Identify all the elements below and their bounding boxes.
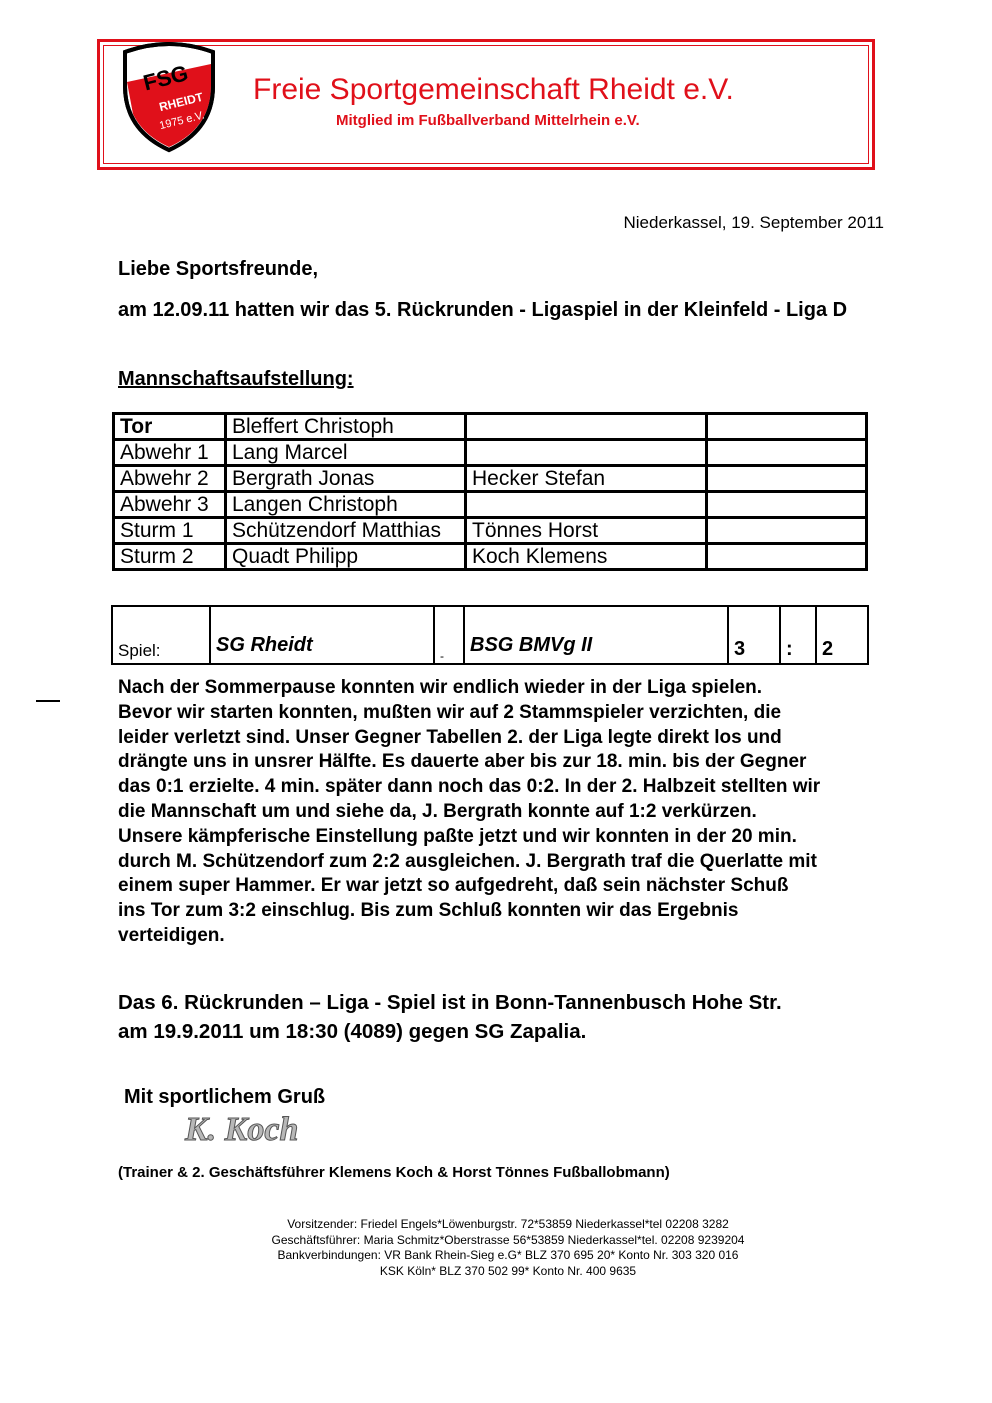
player-cell: Quadt Philipp [226,544,466,570]
signer-line: (Trainer & 2. Geschäftsführer Klemens Koch & Horst Tönnes Fußballobmann) [118,1164,670,1181]
player-cell [707,466,867,492]
position-cell: Tor [114,414,226,440]
org-subtitle: Mitglied im Fußballverband Mittelrhein e.V. [336,112,640,129]
lineup-row [114,518,867,544]
player-cell [707,492,867,518]
result-table [111,605,869,665]
footer-line: Geschäftsführer: Maria Schmitz*Oberstrasse 56*53859 Niederkassel*tel. 02208 9239204 [271,1232,745,1247]
report-line: die Mannschaft um und siehe da, J. Bergrath konnte auf 1:2 verkürzen. [118,800,757,822]
report-line: durch M. Schützendorf zum 2:2 ausgleichen. J. Bergrath traf die Querlatte mit [118,850,817,872]
position-cell: Abwehr 3 [114,492,226,518]
position-cell: Sturm 1 [114,518,226,544]
footer-line: Bankverbindungen: VR Bank Rhein-Sieg e.G* BLZ 370 695 20* Konto Nr. 303 320 016 [277,1248,739,1262]
report-line: leider verletzt sind. Unser Gegner Tabellen 2. der Liga legte direkt los und [118,726,782,748]
player-cell [466,414,707,440]
report-line: ins Tor zum 3:2 einschlug. Bis zum Schluß konnten wir das Ergebnis [118,900,739,922]
player-cell [707,440,867,466]
footer [0,1217,992,1279]
next-game-line: am 19.9.2011 um 18:30 (4089) gegen SG Zapalia. [118,1020,587,1043]
player-cell [466,492,707,518]
player-cell: Bleffert Christoph [226,414,466,440]
report-line: drängte uns in unsrer Hälfte. Es dauerte aber bis zur 18. min. bis der Gegner [118,751,807,773]
logo-text-mid: RHEIDT [157,89,205,115]
player-cell: Hecker Stefan [466,466,707,492]
footer-line: KSK Köln* BLZ 370 502 99* Konto Nr. 400 9635 [379,1263,637,1278]
score-separator: : [780,606,816,664]
player-cell [707,414,867,440]
player-cell [466,440,707,466]
player-cell: Koch Klemens [466,544,707,570]
position-cell: Abwehr 2 [114,466,226,492]
lineup-row [114,440,867,466]
player-cell: Schützendorf Matthias [226,518,466,544]
player-cell [707,544,867,570]
player-cell: Lang Marcel [226,440,466,466]
position-cell: Abwehr 1 [114,440,226,466]
player-cell: Tönnes Horst [466,518,707,544]
margin-mark [36,700,60,702]
report-line: Bevor wir starten konnten, mußten wir auf 2 Stammspieler verzichten, die [118,701,782,723]
logo-text-top: FSG [140,60,191,96]
intro-text: am 12.09.11 hatten wir das 5. Rückrunden - Ligaspiel in der Kleinfeld - Liga D [118,299,848,321]
letter-date: Niederkassel, 19. September 2011 [623,213,884,232]
lineup-table [112,412,868,571]
report-line: Unsere kämpferische Einstellung paßte jetzt und wir konnten in der 20 min. [118,825,797,847]
next-game-line: Das 6. Rückrunden – Liga - Spiel ist in Bonn-Tannenbusch Hohe Str. [118,991,782,1014]
lineup-heading: Mannschaftsaufstellung: [118,368,354,390]
lineup-row [114,414,867,440]
lineup-row [114,466,867,492]
closing-greeting: Mit sportlichem Gruß [124,1086,326,1108]
lineup-row [114,544,867,570]
org-name: Freie Sportgemeinschaft Rheidt e.V. [253,73,734,106]
signature-image [183,1106,298,1150]
away-team: BSG BMVg II [464,606,728,664]
report-line: Nach der Sommerpause konnten wir endlich wieder in der Liga spielen. [118,677,763,698]
result-row [112,606,868,664]
report-line: das 0:1 erzielte. 4 min. später dann noch das 0:2. In der 2. Halbzeit stellten wir [118,776,821,798]
player-cell [707,518,867,544]
report-line: verteidigen. [118,924,225,946]
report-line: einem super Hammer. Er war jetzt so aufgedreht, daß sein nächster Schuß [118,875,789,897]
home-score: 3 [728,606,780,664]
signature-text: K. Koch [185,1111,298,1148]
match-report [118,676,888,949]
greeting: Liebe Sportsfreunde, [118,258,319,280]
next-game-announcement [118,988,888,1046]
result-label: Spiel: [112,606,210,664]
result-dash: - [434,606,464,664]
player-cell: Langen Christoph [226,492,466,518]
player-cell: Bergrath Jonas [226,466,466,492]
away-score: 2 [816,606,868,664]
logo-text-bottom: 1975 e.V. [158,109,206,133]
home-team: SG Rheidt [210,606,434,664]
footer-line: Vorsitzender: Friedel Engels*Löwenburgstr. 72*53859 Niederkassel*tel 02208 3282 [287,1217,729,1231]
lineup-row [114,492,867,518]
position-cell: Sturm 2 [114,544,226,570]
club-logo [113,42,225,154]
